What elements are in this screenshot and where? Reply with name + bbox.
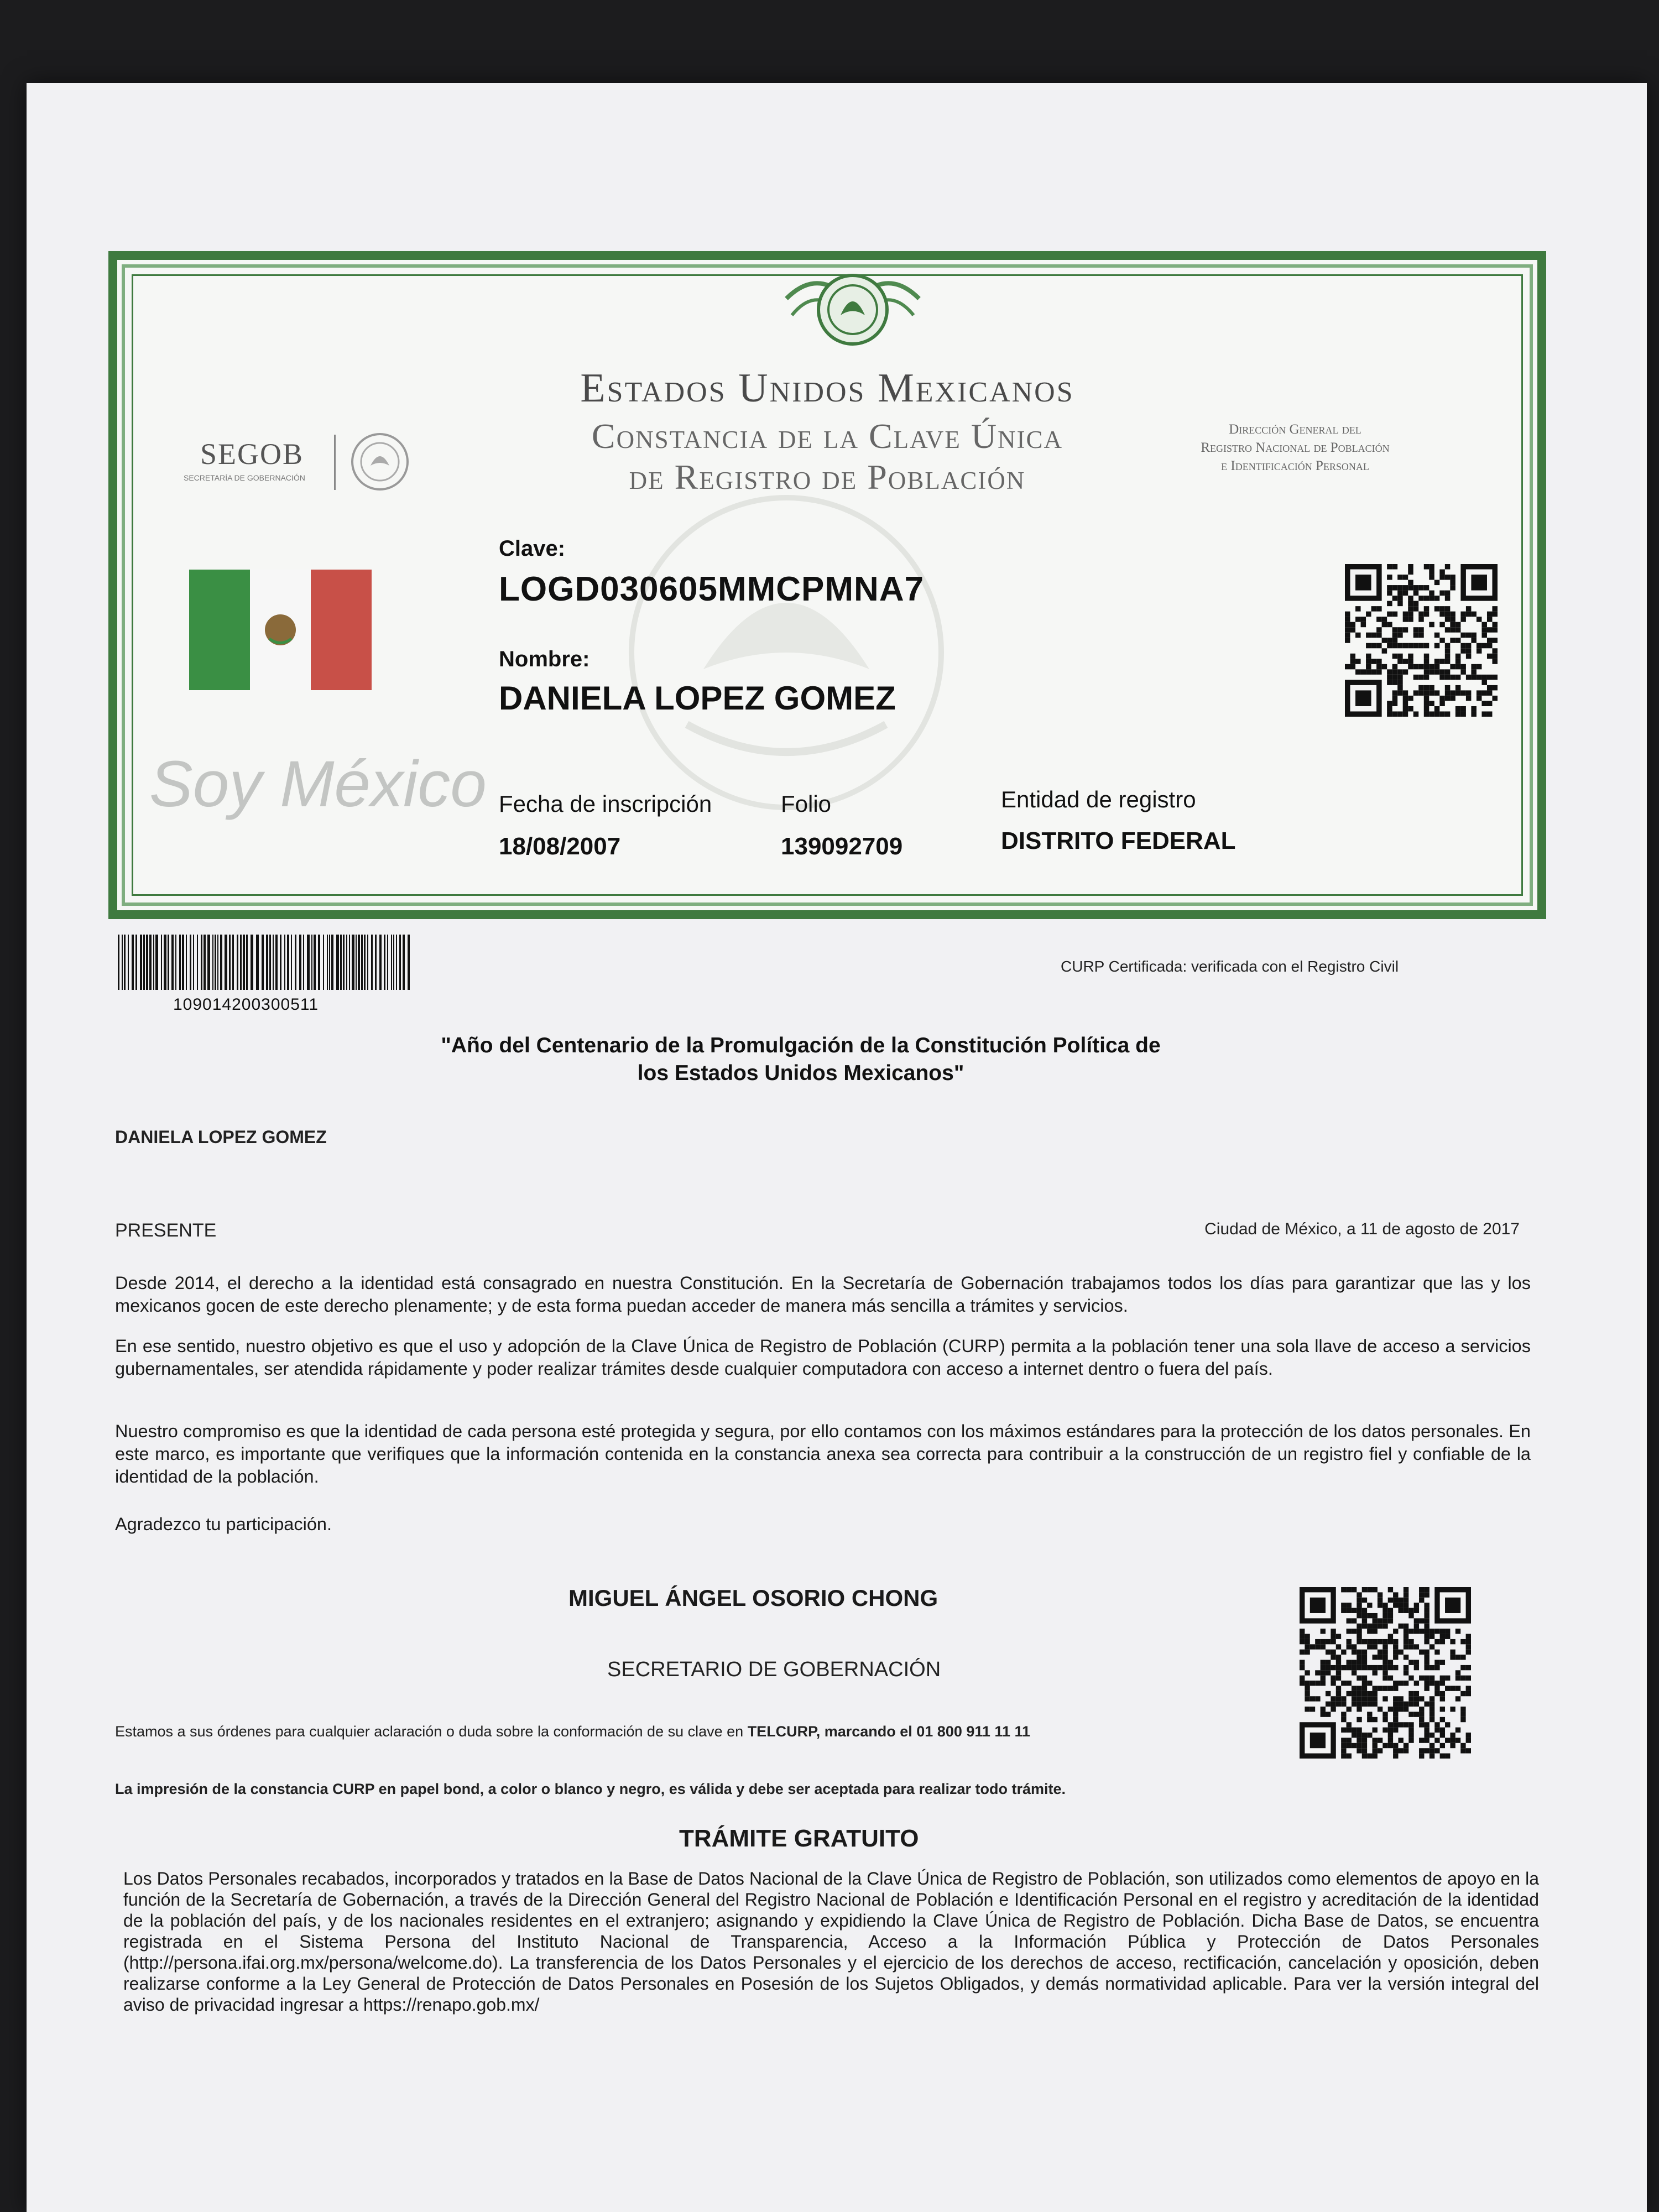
certificate-title-line1: Constancia de la Clave Única <box>591 416 1063 456</box>
mexico-flag-icon <box>189 570 372 690</box>
motto-line: los Estados Unidos Mexicanos" <box>637 1061 964 1085</box>
letter-paragraph: Nuestro compromiso es que la identidad de cada persona esté protegida y segura, por ello contamos con los máximos estándares para la protección de los datos personales. En este marco, es importante que verifiques que la información contenida en la constancia anexa sea correcta para contribuir a la construcción de un registro fiel y confiable de la identidad de la población. <box>115 1421 1531 1486</box>
letter-paragraph: Desde 2014, el derecho a la identidad está consagrado en nuestra Constitución. En la Secretaría de Gobernación trabajamos todos los días para garantizar que las y los mexicanos gocen de este derecho plenamente; y de esta forma puedan acceder de manera más sencilla a trámites y servicios. <box>115 1273 1531 1316</box>
nombre-value: DANIELA LOPEZ GOMEZ <box>499 680 896 717</box>
letter-paragraph: En ese sentido, nuestro objetivo es que el uso y adopción de la Clave Única de Registro de Población (CURP) permita a la población tener una sola llave de acceso a servicios gubernamentales, ser atendida rápidamente y poder realizar trámites desde cualquier computadora con acceso a internet dentro o fuera del país. <box>115 1336 1531 1379</box>
paper-sheet <box>27 83 1647 2212</box>
certificate-title-line2: de Registro de Población <box>629 457 1026 497</box>
clave-label: Clave: <box>499 536 566 561</box>
qr-code-icon <box>1300 1587 1471 1759</box>
barcode-icon <box>118 935 411 990</box>
entidad-label: Entidad de registro <box>1001 786 1196 812</box>
dgr-line: Registro Nacional de Población <box>1201 440 1390 455</box>
segob-separator <box>334 435 336 490</box>
segob-wordmark: SEGOB <box>200 437 304 471</box>
fecha-label: Fecha de inscripción <box>499 791 712 817</box>
entidad-value: DISTRITO FEDERAL <box>1001 827 1236 854</box>
barcode-number: 109014200300511 <box>173 995 319 1014</box>
watermark-seal-icon <box>576 470 997 813</box>
year-motto <box>336 1032 1265 1087</box>
validity-note: La impresión de la constancia CURP en papel bond, a color o blanco y negro, es válida y debe ser aceptada para realizar todo trámite. <box>115 1781 1066 1797</box>
telcurp-text: Estamos a sus órdenes para cualquier aclaración o duda sobre la conformación de su clave en <box>115 1723 744 1740</box>
segob-seal-icon <box>349 431 410 492</box>
letter-date: Ciudad de México, a 11 de agosto de 2017 <box>1204 1220 1520 1238</box>
presente-label: PRESENTE <box>115 1220 217 1241</box>
clave-value: LOGD030605MMCPMNA7 <box>499 570 925 608</box>
telcurp-phone: TELCURP, marcando el 01 800 911 11 11 <box>747 1723 1030 1740</box>
soy-mexico-logo: Soy México <box>149 748 487 821</box>
folio-value: 139092709 <box>781 833 903 860</box>
motto-line: "Año del Centenario de la Promulgación de la Constitución Política de <box>441 1034 1161 1057</box>
dgr-line: Dirección General del <box>1229 422 1361 437</box>
dgr-line: e Identificación Personal <box>1221 458 1369 473</box>
curp-certificate <box>108 251 1546 919</box>
signer-title: SECRETARIO DE GOBERNACIÓN <box>607 1658 941 1681</box>
nombre-label: Nombre: <box>499 647 590 671</box>
national-emblem-icon <box>781 265 925 354</box>
folio-label: Folio <box>781 791 832 817</box>
country-title: Estados Unidos Mexicanos <box>580 366 1074 411</box>
addressee: DANIELA LOPEZ GOMEZ <box>115 1127 327 1147</box>
segob-subtitle: SECRETARÍA DE GOBERNACIÓN <box>184 473 305 482</box>
telcurp-note <box>115 1723 1030 1740</box>
dgr-block <box>1129 420 1461 475</box>
curp-certified-note: CURP Certificada: verificada con el Registro Civil <box>1061 958 1399 975</box>
privacy-notice: Los Datos Personales recabados, incorporados y tratados en la Base de Datos Nacional de la Clave Única de Registro de Población, son utilizados como elementos de apoyo en la función de la Secretaría de Gobernación, a través de la Dirección General del Registro Nacional de Población e Identificación Personal en el registro y acreditación de la identidad de la población del país, y de los nacionales residentes en el extranjero; asignando y expidiendo la Clave Única de Registro de Población. Dicha Base de Datos, se encuentra registrada en el Sistema Persona del Instituto Nacional de Transparencia, Acceso a la Información Pública y Protección de Datos Personales (http://persona.ifai.org.mx/persona/welcome.do). La transferencia de los Datos Personales y el ejercicio de los derechos de acceso, rectificación, cancelación y oposición, deben realizarse conforme a la Ley General de Protección de Datos Personales en Posesión de los Sujetos Obligados, y demás normatividad aplicable. Para ver la versión integral del aviso de privacidad ingresar a https://renapo.gob.mx/ <box>123 1869 1539 2015</box>
free-procedure-heading: TRÁMITE GRATUITO <box>679 1825 919 1852</box>
letter-closing: Agradezco tu participación. <box>115 1514 332 1534</box>
segob-logo <box>161 431 449 498</box>
qr-code-icon <box>1345 564 1498 717</box>
signer-name: MIGUEL ÁNGEL OSORIO CHONG <box>568 1585 938 1611</box>
fecha-value: 18/08/2007 <box>499 833 621 860</box>
